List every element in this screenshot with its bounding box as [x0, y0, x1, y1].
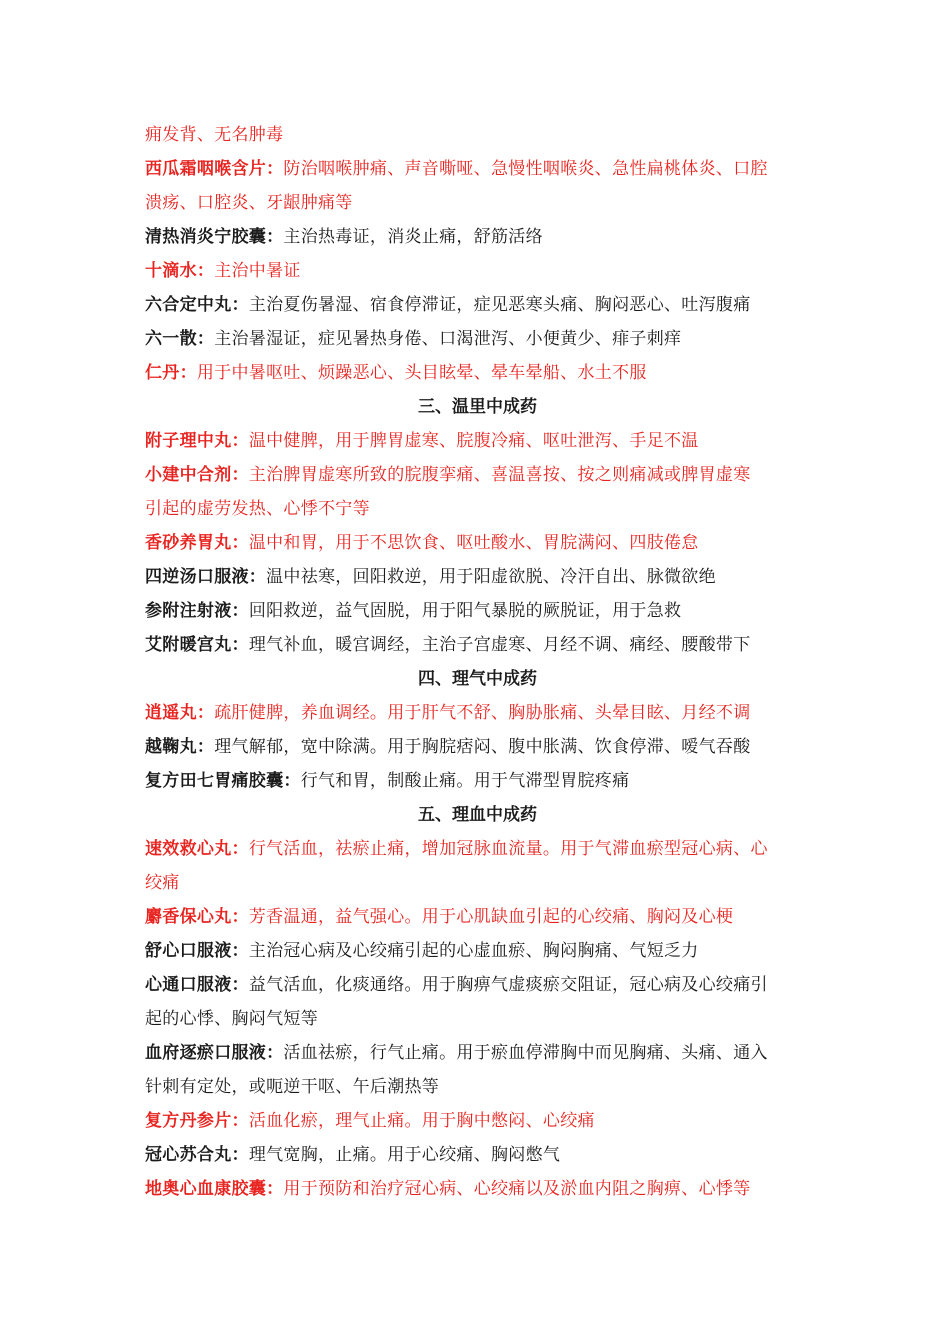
entry-first-line	[145, 1104, 810, 1138]
entry-first-line	[145, 1036, 810, 1070]
medicine-entry	[145, 1172, 810, 1206]
entry-first-line	[145, 152, 810, 186]
medicine-entry	[145, 900, 810, 934]
medicine-description: 温中和胃，用于不思饮食、呕吐酸水、胃脘满闷、四肢倦怠	[248, 533, 699, 553]
medicine-description: 针刺有定处，或呃逆干呕、午后潮热等	[145, 1077, 440, 1097]
medicine-entry	[145, 832, 810, 900]
medicine-entry	[145, 730, 810, 764]
medicine-description: 活血祛瘀，行气止痛。用于瘀血停滞胸中而见胸痛、头痛、通入	[283, 1043, 768, 1063]
section-heading: 五、理血中成药	[418, 805, 537, 825]
medicine-description: 疏肝健脾，养血调经。用于肝气不舒、胸胁胀痛、头晕目眩、月经不调	[214, 703, 751, 723]
medicine-description: 绞痛	[145, 873, 180, 893]
medicine-name: 逍遥丸：	[145, 703, 215, 723]
medicine-name: 六合定中丸：	[145, 295, 249, 315]
medicine-description: 用于预防和治疗冠心病、心绞痛以及淤血内阻之胸痹、心悸等	[283, 1179, 751, 1199]
medicine-name: 仁丹：	[145, 363, 197, 383]
entry-first-line	[145, 730, 810, 764]
medicine-description: 温中祛寒，回阳救逆，用于阳虚欲脱、冷汗自出、脉微欲绝	[266, 567, 716, 587]
document-page	[145, 118, 810, 1206]
entry-first-line	[145, 424, 810, 458]
entry-first-line	[145, 1172, 810, 1206]
medicine-description: 溃疡、口腔炎、牙龈肿痛等	[145, 193, 353, 213]
medicine-entry	[145, 934, 810, 968]
medicine-name: 香砂养胃丸：	[145, 533, 249, 553]
section-heading: 三、温里中成药	[418, 397, 537, 417]
medicine-name: 地奥心血康胶囊：	[145, 1179, 284, 1199]
entry-first-line	[145, 900, 810, 934]
medicine-description: 回阳救逆，益气固脱，用于阳气暴脱的厥脱证，用于急救	[248, 601, 682, 621]
medicine-description: 活血化瘀，理气止痛。用于胸中憋闷、心绞痛	[248, 1111, 595, 1131]
entry-first-line	[145, 764, 810, 798]
medicine-description: 主治脾胃虚寒所致的脘腹挛痛、喜温喜按、按之则痛减或脾胃虚寒	[248, 465, 751, 485]
medicine-description: 益气活血，化痰通络。用于胸痹气虚痰瘀交阻证，冠心病及心绞痛引	[248, 975, 768, 995]
medicine-entry	[145, 458, 810, 526]
medicine-name: 心通口服液：	[145, 975, 249, 995]
medicine-entry	[145, 288, 810, 322]
entry-first-line	[145, 356, 810, 390]
medicine-description: 行气活血，祛瘀止痛，增加冠脉血流量。用于气滞血瘀型冠心病、心	[248, 839, 768, 859]
medicine-name: 麝香保心丸：	[145, 907, 249, 927]
entry-first-line	[145, 220, 810, 254]
medicine-description: 理气解郁，宽中除满。用于胸脘痞闷、腹中胀满、饮食停滞、嗳气吞酸	[214, 737, 751, 757]
medicine-description: 用于中暑呕吐、烦躁恶心、头目眩晕、晕车晕船、水土不服	[196, 363, 647, 383]
medicine-name: 复方丹参片：	[145, 1111, 249, 1131]
medicine-description: 芳香温通，益气强心。用于心肌缺血引起的心绞痛、胸闷及心梗	[248, 907, 734, 927]
medicine-description: 温中健脾，用于脾胃虚寒、脘腹冷痛、呕吐泄泻、手足不温	[248, 431, 699, 451]
medicine-entry	[145, 1036, 810, 1104]
medicine-name: 参附注射液：	[145, 601, 249, 621]
medicine-name: 速效救心丸：	[145, 839, 249, 859]
medicine-description: 主治冠心病及心绞痛引起的心虚血瘀、胸闷胸痛、气短乏力	[248, 941, 699, 961]
medicine-name: 西瓜霜咽喉含片：	[145, 159, 284, 179]
medicine-name: 血府逐瘀口服液：	[145, 1043, 284, 1063]
entry-continuation-line	[145, 186, 810, 220]
medicine-description: 主治中暑证	[214, 261, 301, 281]
medicine-entry	[145, 628, 810, 662]
medicine-name: 越鞠丸：	[145, 737, 215, 757]
medicine-description: 理气宽胸，止痛。用于心绞痛、胸闷憋气	[248, 1145, 561, 1165]
medicine-name: 复方田七胃痛胶囊：	[145, 771, 301, 791]
medicine-name: 舒心口服液：	[145, 941, 249, 961]
entry-first-line	[145, 322, 810, 356]
entry-continuation-line	[145, 1002, 810, 1036]
medicine-entry	[145, 322, 810, 356]
medicine-description: 主治热毒证，消炎止痛，舒筋活络	[283, 227, 543, 247]
entry-first-line	[145, 832, 810, 866]
medicine-entry	[145, 594, 810, 628]
section-heading: 四、理气中成药	[418, 669, 537, 689]
medicine-name: 附子理中丸：	[145, 431, 249, 451]
medicine-entry	[145, 424, 810, 458]
medicine-description: 防治咽喉肿痛、声音嘶哑、急慢性咽喉炎、急性扁桃体炎、口腔	[283, 159, 768, 179]
medicine-name: 冠心苏合丸：	[145, 1145, 249, 1165]
medicine-entry	[145, 526, 810, 560]
medicine-entry	[145, 968, 810, 1036]
medicine-entry	[145, 1104, 810, 1138]
entry-first-line	[145, 594, 810, 628]
entry-first-line	[145, 560, 810, 594]
medicine-entry	[145, 560, 810, 594]
medicine-name: 六一散：	[145, 329, 215, 349]
medicine-entry	[145, 764, 810, 798]
medicine-entry	[145, 220, 810, 254]
entry-first-line	[145, 934, 810, 968]
entry-continuation-line	[145, 866, 810, 900]
entry-first-line	[145, 254, 810, 288]
medicine-name: 艾附暖宫丸：	[145, 635, 249, 655]
medicine-name: 十滴水：	[145, 261, 215, 281]
entry-first-line	[145, 1138, 810, 1172]
medicine-description: 主治夏伤暑湿、宿食停滞证，症见恶寒头痛、胸闷恶心、吐泻腹痛	[248, 295, 751, 315]
medicine-entry	[145, 152, 810, 220]
entry-first-line	[145, 628, 810, 662]
continuation-line: 痈发背、无名肿毒	[145, 125, 284, 145]
medicine-description: 引起的虚劳发热、心悸不宁等	[145, 499, 370, 519]
entry-first-line	[145, 526, 810, 560]
entry-first-line	[145, 696, 810, 730]
medicine-description: 起的心悸、胸闷气短等	[145, 1009, 318, 1029]
medicine-entry	[145, 254, 810, 288]
entry-first-line	[145, 968, 810, 1002]
entry-first-line	[145, 458, 810, 492]
medicine-description: 主治暑湿证，症见暑热身倦、口渴泄泻、小便黄少、痱子刺痒	[214, 329, 682, 349]
medicine-description: 行气和胃，制酸止痛。用于气滞型胃脘疼痛	[300, 771, 630, 791]
medicine-entry	[145, 356, 810, 390]
entry-continuation-line	[145, 1070, 810, 1104]
entry-first-line	[145, 288, 810, 322]
medicine-name: 清热消炎宁胶囊：	[145, 227, 284, 247]
medicine-description: 理气补血，暖宫调经，主治子宫虚寒、月经不调、痛经、腰酸带下	[248, 635, 751, 655]
medicine-name: 小建中合剂：	[145, 465, 249, 485]
medicine-name: 四逆汤口服液：	[145, 567, 267, 587]
medicine-entry	[145, 696, 810, 730]
entry-continuation-line	[145, 492, 810, 526]
medicine-entry	[145, 1138, 810, 1172]
